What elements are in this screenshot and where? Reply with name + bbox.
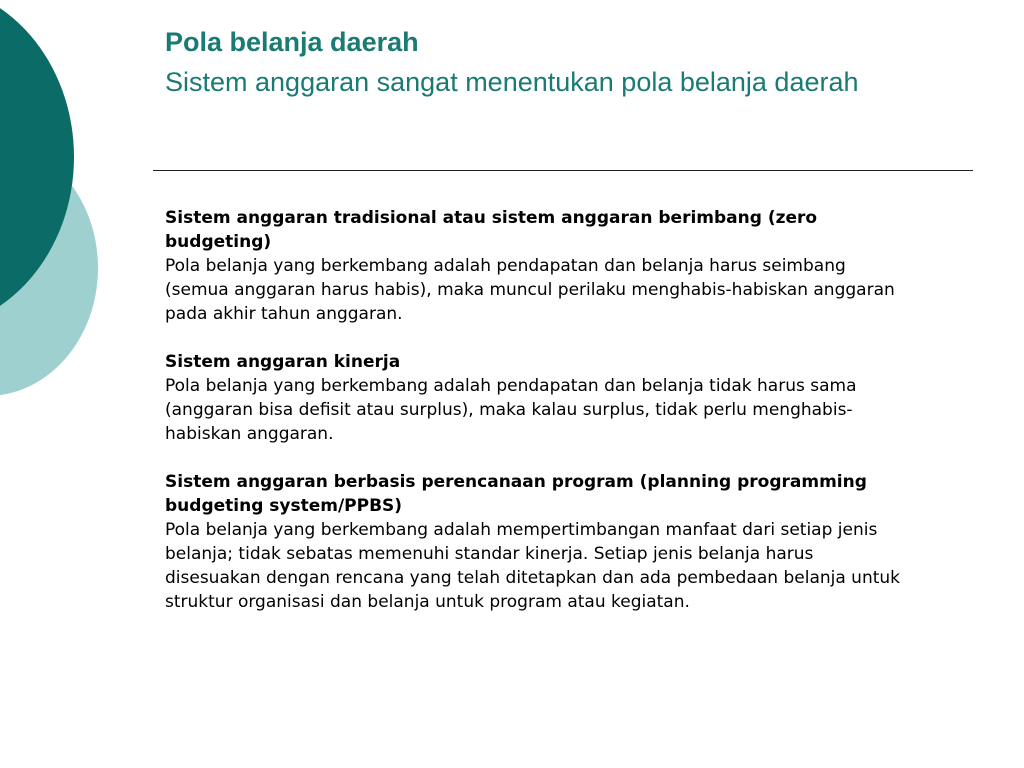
- title-divider: [153, 170, 973, 171]
- slide-subtitle: Sistem anggaran sangat menentukan pola belanja daerah: [165, 67, 859, 97]
- section-performance-budget: [165, 350, 910, 446]
- section-heading: Sistem anggaran kinerja: [165, 352, 401, 372]
- title-block: [165, 26, 965, 106]
- section-heading: Sistem anggaran tradisional atau sistem anggaran berimbang (zero budgeting): [165, 208, 818, 252]
- section-heading: Sistem anggaran berbasis perencanaan program (planning programming budgeting system/PPBS): [165, 472, 867, 516]
- section-ppbs-budget: [165, 470, 910, 614]
- slide-title: Pola belanja daerah: [165, 27, 419, 57]
- slide-body: [165, 206, 910, 638]
- section-text: Pola belanja yang berkembang adalah mempertimbangan manfaat dari setiap jenis belanja; tidak sebatas memenuhi standar kinerja. Setiap jenis belanja harus disesuakan dengan rencana yang telah ditetapkan dan ada pembedaan belanja untuk struktur organisasi dan belanja untuk program atau kegiatan.: [165, 520, 901, 612]
- section-traditional-budget: [165, 206, 910, 326]
- section-text: Pola belanja yang berkembang adalah pendapatan dan belanja tidak harus sama (anggaran bisa defisit atau surplus), maka kalau surplus, tidak perlu menghabis-habiskan anggaran.: [165, 376, 857, 444]
- section-text: Pola belanja yang berkembang adalah pendapatan dan belanja harus seimbang (semua anggaran harus habis), maka muncul perilaku menghabis-habiskan anggaran pada akhir tahun anggaran.: [165, 256, 895, 324]
